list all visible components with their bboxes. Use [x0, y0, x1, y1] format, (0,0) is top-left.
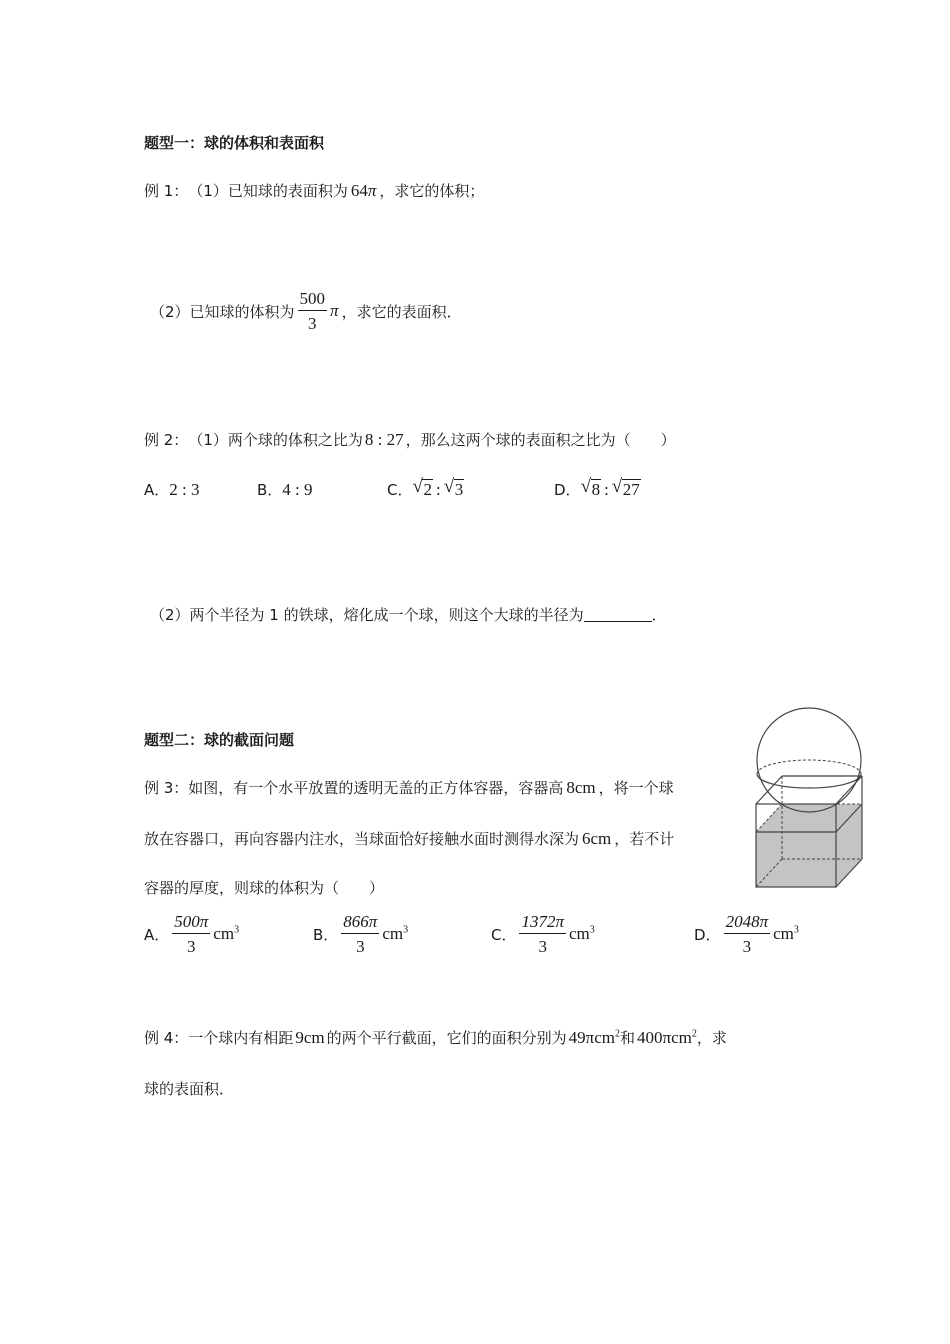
- example-1-part-1: [144, 180, 484, 201]
- example-3-text: ，若不计: [614, 830, 675, 848]
- option-c-fraction: $\frac{1372\pi}{3}$: [521, 912, 565, 956]
- example-2-label: 例 2：: [144, 431, 189, 449]
- example-2-option-d: [554, 479, 641, 500]
- example-4-line-1: [144, 1027, 727, 1048]
- example-2-option-c: [387, 479, 464, 500]
- unit: $cm^3$: [382, 924, 409, 943]
- unit: $cm^3$: [213, 924, 240, 943]
- section-distance: 9cm: [295, 1027, 325, 1047]
- example-3-option-a: [144, 913, 239, 955]
- example-2-part-2: [150, 604, 667, 625]
- water-depth: 6cm: [582, 828, 612, 848]
- option-b-value: 4 : 9: [282, 479, 313, 499]
- example-2-part-1: [144, 429, 676, 450]
- area-1: 49πcm$^2$: [568, 1027, 620, 1047]
- ratio-colon: :: [435, 479, 441, 499]
- example-2-part-1-prefix: （1）两个球的体积之比为: [188, 431, 363, 449]
- option-d-label: D．: [554, 481, 581, 499]
- option-c-label: C．: [491, 925, 517, 944]
- example-1-part-2-prefix: （2）已知球的体积为: [150, 302, 295, 321]
- option-b-label: B．: [257, 481, 283, 499]
- unit: $cm^3$: [569, 924, 595, 943]
- example-3-option-c: [491, 913, 595, 955]
- example-3-text: 放在容器口，再向容器内注水，当球面恰好接触水面时测得水深为: [144, 830, 580, 848]
- fraction-denominator: 3: [308, 314, 317, 333]
- example-3-line-3: 容器的厚度，则球的体积为（ ）: [144, 879, 385, 897]
- option-c-label: C．: [387, 481, 413, 499]
- option-b-label: B．: [313, 925, 339, 944]
- example-3-text: 例 3：如图，有一个水平放置的透明无盖的正方体容器，容器高: [144, 779, 564, 797]
- example-2-part-2-suffix: ．: [651, 606, 667, 624]
- example-3-line-2: [144, 828, 674, 849]
- example-3-option-d: [694, 913, 799, 955]
- section-2-heading: 题型二：球的截面问题: [144, 731, 295, 749]
- ratio-colon: :: [604, 479, 609, 499]
- example-1-part-1-prefix: （1）已知球的表面积为: [188, 182, 348, 200]
- example-1-part-2-suffix: ，求它的表面积．: [341, 302, 462, 321]
- example-4-text: 例 4：一个球内有相距: [144, 1029, 294, 1047]
- option-d-label: D．: [694, 925, 721, 944]
- area-2: 400πcm$^2$: [636, 1027, 697, 1047]
- sqrt-27: √ 27: [613, 479, 641, 500]
- example-3-line-1: [144, 777, 674, 798]
- pi-symbol: π: [330, 301, 339, 320]
- sphere-equator-back: [757, 760, 861, 774]
- option-a-value: 2 : 3: [169, 479, 200, 499]
- example-1-label: 例 1：: [144, 182, 189, 200]
- volume-ratio: 8 : 27: [364, 429, 404, 449]
- option-a-fraction: $\frac{500\pi}{3}$: [174, 912, 209, 956]
- example-4-line-2: 球的表面积．: [144, 1080, 235, 1098]
- and-text: 和: [619, 1029, 635, 1047]
- pi-symbol: π: [367, 180, 377, 200]
- example-1-part-2: [150, 290, 462, 332]
- fraction-numerator: 500: [298, 290, 328, 311]
- sqrt-3: √ 3: [445, 479, 465, 500]
- option-a-label: A．: [144, 481, 170, 499]
- option-b-fraction: $\frac{866\pi}{3}$: [343, 912, 378, 956]
- sqrt-2: √ 2: [413, 479, 433, 500]
- example-4-text: ，求: [696, 1029, 727, 1047]
- sqrt-8: √ 8: [582, 479, 602, 500]
- example-4-text: 的两个平行截面，它们的面积分别为: [326, 1029, 567, 1047]
- example-2-part-2-prefix: （2）两个半径为 1 的铁球，熔化成一个球，则这个大球的半径为: [150, 606, 584, 624]
- sphere-in-cube-figure: [752, 704, 870, 890]
- example-2-part-1-suffix: ，那么这两个球的表面积之比为（ ）: [405, 431, 676, 449]
- surface-area-value: 64: [350, 180, 368, 200]
- section-1-heading: 题型一：球的体积和表面积: [144, 134, 325, 152]
- example-3-text: ，将一个球: [598, 779, 674, 797]
- example-3-option-b: [313, 913, 408, 955]
- example-1-part-1-suffix: ，求它的体积；: [379, 182, 485, 200]
- option-a-label: A．: [144, 925, 170, 944]
- unit: $cm^3$: [773, 924, 799, 943]
- example-2-option-a: [144, 479, 200, 500]
- answer-blank[interactable]: [584, 607, 652, 622]
- container-height: 8cm: [566, 777, 596, 797]
- option-d-fraction: $\frac{2048\pi}{3}$: [725, 912, 769, 956]
- volume-fraction: [298, 290, 328, 332]
- example-2-option-b: [257, 479, 313, 500]
